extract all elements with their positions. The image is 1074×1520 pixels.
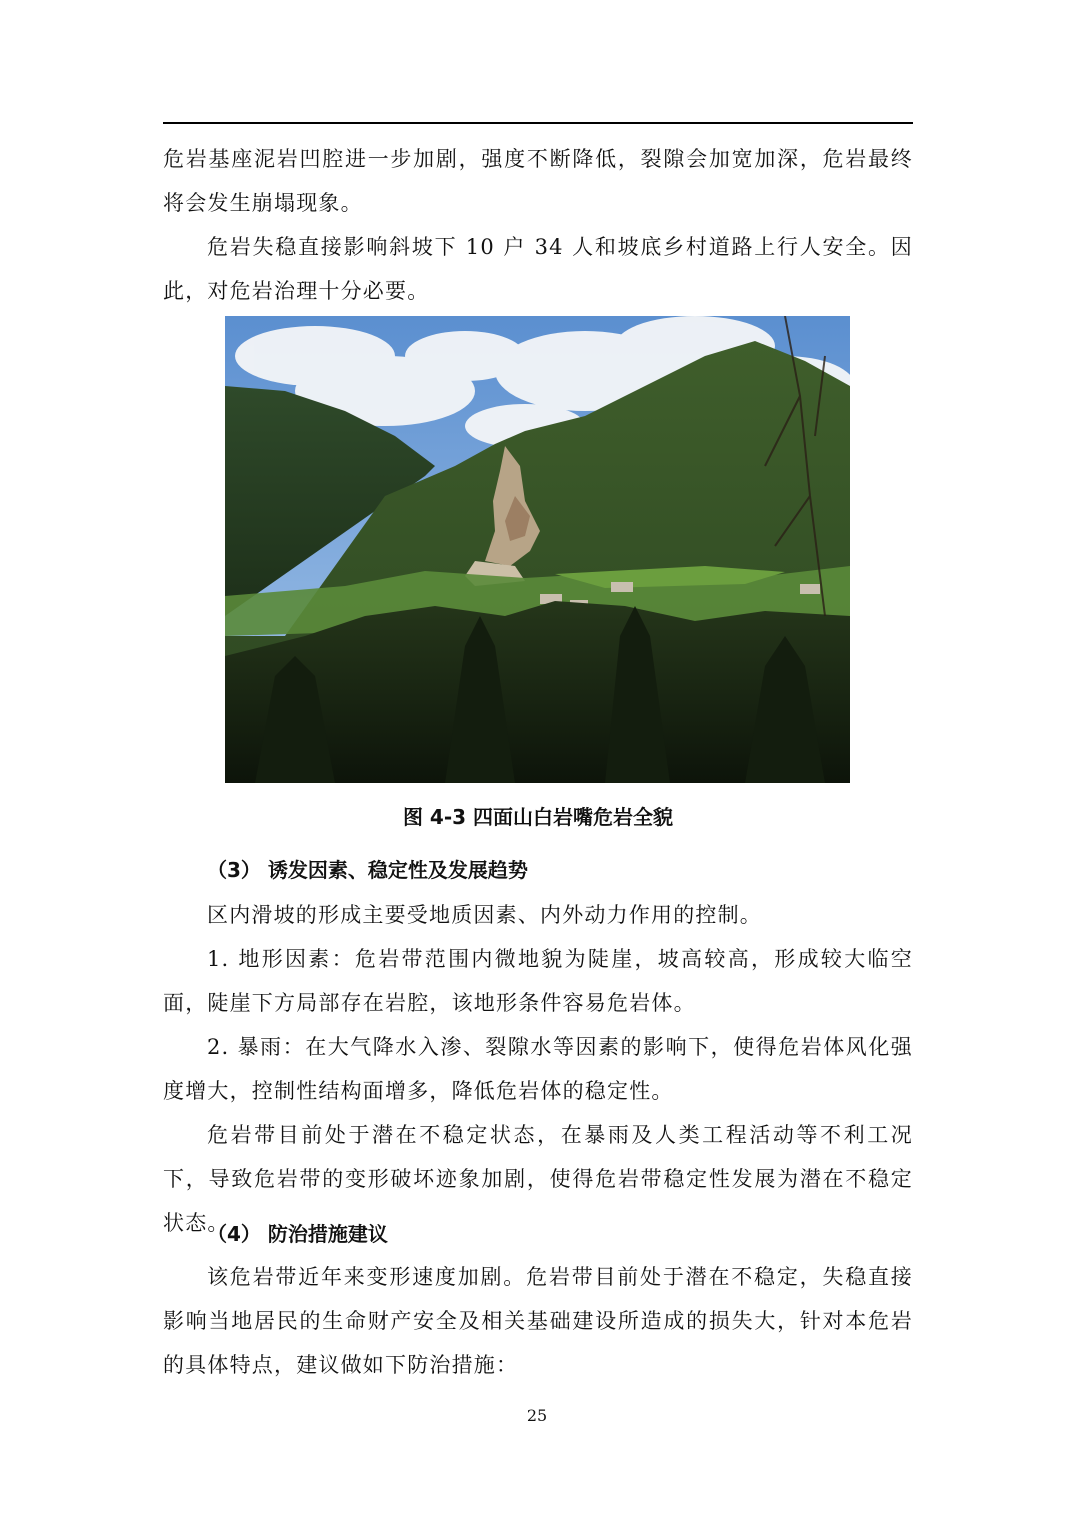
- landslide-photo: [225, 316, 850, 783]
- section-3-paragraph-4: 危岩带目前处于潜在不稳定状态，在暴雨及人类工程活动等不利工况下，导致危岩带的变形破坏迹象加剧，使得危岩带稳定性发展为潜在不稳定状态。: [163, 1123, 913, 1235]
- top-text-block: [163, 137, 913, 313]
- section-4-body: [163, 1255, 913, 1387]
- mountain-photo-illustration: [225, 316, 850, 783]
- section-4-heading: （4） 防治措施建议: [207, 1222, 388, 1246]
- header-rule: [163, 122, 913, 124]
- paragraph-impact: 危岩失稳直接影响斜坡下 10 户 34 人和坡底乡村道路上行人安全。因此，对危岩治理十分必要。: [163, 235, 913, 303]
- section-3-body: [163, 893, 913, 1245]
- page-number: 25: [526, 1406, 548, 1425]
- section-4-paragraph-1: 该危岩带近年来变形速度加剧。危岩带目前处于潜在不稳定，失稳直接影响当地居民的生命财产安全及相关基础建设所造成的损失大，针对本危岩的具体特点，建议做如下防治措施：: [163, 1265, 913, 1377]
- section-3-paragraph-1: 区内滑坡的形成主要受地质因素、内外动力作用的控制。: [207, 903, 762, 927]
- paragraph-continuation: 危岩基座泥岩凹腔进一步加剧，强度不断降低，裂隙会加宽加深，危岩最终将会发生崩塌现象。: [163, 147, 913, 215]
- section-3-heading: （3） 诱发因素、稳定性及发展趋势: [207, 858, 528, 882]
- figure-caption: 图 4-3 四面山白岩嘴危岩全貌: [402, 805, 674, 829]
- section-3-paragraph-3: 2. 暴雨：在大气降水入渗、裂隙水等因素的影响下，使得危岩体风化强度增大，控制性结构面增多，降低危岩体的稳定性。: [163, 1035, 913, 1103]
- section-3-paragraph-2: 1. 地形因素：危岩带范围内微地貌为陡崖，坡高较高，形成较大临空面，陡崖下方局部存在岩腔，该地形条件容易危岩体。: [163, 947, 913, 1015]
